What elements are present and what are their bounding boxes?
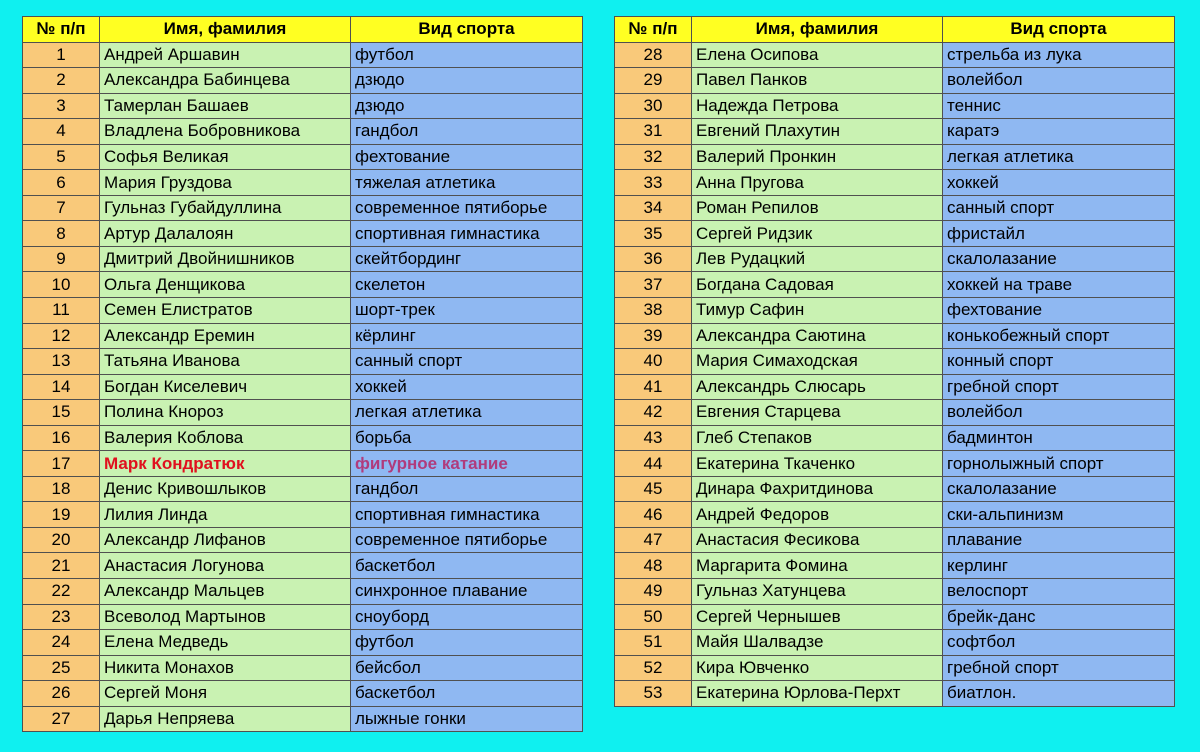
row-number: 33 [615, 170, 692, 196]
table-row [615, 553, 1175, 579]
table-row [23, 630, 583, 656]
row-number: 23 [23, 604, 100, 630]
athlete-name: Софья Великая [100, 144, 351, 170]
sport-type: горнолыжный спорт [943, 451, 1175, 477]
athlete-name: Валерий Пронкин [692, 144, 943, 170]
table-row [23, 527, 583, 553]
sport-type: стрельба из лука [943, 42, 1175, 68]
table-row [615, 630, 1175, 656]
table-row [23, 93, 583, 119]
athlete-name: Денис Кривошлыков [100, 476, 351, 502]
athlete-name: Артур Далалоян [100, 221, 351, 247]
table-row [23, 425, 583, 451]
athlete-name: Екатерина Юрлова-Перхт [692, 681, 943, 707]
row-number: 24 [23, 630, 100, 656]
row-number: 17 [23, 451, 100, 477]
table-row [615, 655, 1175, 681]
athlete-name: Тимур Сафин [692, 298, 943, 324]
sport-type: хоккей на траве [943, 272, 1175, 298]
sport-type: каратэ [943, 119, 1175, 145]
athlete-name: Евгений Плахутин [692, 119, 943, 145]
row-number: 20 [23, 527, 100, 553]
athlete-name: Елена Медведь [100, 630, 351, 656]
sport-type: гребной спорт [943, 655, 1175, 681]
table-row [615, 298, 1175, 324]
sport-type: скейтбординг [351, 246, 583, 272]
row-number: 41 [615, 374, 692, 400]
row-number: 7 [23, 195, 100, 221]
table-row [23, 400, 583, 426]
athlete-name: Полина Кнороз [100, 400, 351, 426]
sport-type: брейк-данс [943, 604, 1175, 630]
athlete-name: Мария Симаходская [692, 349, 943, 375]
table-row [23, 655, 583, 681]
row-number: 3 [23, 93, 100, 119]
row-number: 52 [615, 655, 692, 681]
athlete-name: Андрей Федоров [692, 502, 943, 528]
row-number: 9 [23, 246, 100, 272]
table-row [23, 144, 583, 170]
athlete-name: Роман Репилов [692, 195, 943, 221]
athlete-name: Динара Фахритдинова [692, 476, 943, 502]
row-number: 27 [23, 706, 100, 732]
sport-type: баскетбол [351, 681, 583, 707]
athlete-name: Александр Мальцев [100, 579, 351, 605]
row-number: 31 [615, 119, 692, 145]
athlete-name: Владлена Бобровникова [100, 119, 351, 145]
row-number: 6 [23, 170, 100, 196]
table-row [615, 221, 1175, 247]
row-number: 40 [615, 349, 692, 375]
athlete-name: Богдан Киселевич [100, 374, 351, 400]
athlete-name: Майя Шалвадзе [692, 630, 943, 656]
athlete-name: Евгения Старцева [692, 400, 943, 426]
table-row [615, 93, 1175, 119]
row-number: 16 [23, 425, 100, 451]
athlete-name: Анастасия Фесикова [692, 527, 943, 553]
sport-type: хоккей [351, 374, 583, 400]
sport-type: ски-альпинизм [943, 502, 1175, 528]
table-row [615, 42, 1175, 68]
athletes-table-right [614, 16, 1175, 707]
athlete-name: Сергей Чернышев [692, 604, 943, 630]
sport-type: сноуборд [351, 604, 583, 630]
athlete-name: Дмитрий Двойнишников [100, 246, 351, 272]
row-number: 18 [23, 476, 100, 502]
sport-type: бейсбол [351, 655, 583, 681]
table-row [615, 68, 1175, 94]
table-row [23, 604, 583, 630]
row-number: 2 [23, 68, 100, 94]
table-row [23, 451, 583, 477]
table-row [23, 68, 583, 94]
sport-type: конный спорт [943, 349, 1175, 375]
table-row [615, 374, 1175, 400]
athlete-name: Александрь Слюсарь [692, 374, 943, 400]
athlete-name: Андрей Аршавин [100, 42, 351, 68]
table-row [23, 119, 583, 145]
sport-type: фристайл [943, 221, 1175, 247]
row-number: 15 [23, 400, 100, 426]
row-number: 45 [615, 476, 692, 502]
sport-type: легкая атлетика [351, 400, 583, 426]
athlete-name: Богдана Садовая [692, 272, 943, 298]
sport-type: конькобежный спорт [943, 323, 1175, 349]
athlete-name: Марк Кондратюк [100, 451, 351, 477]
row-number: 37 [615, 272, 692, 298]
sport-type: гребной спорт [943, 374, 1175, 400]
table-row [23, 553, 583, 579]
row-number: 34 [615, 195, 692, 221]
athlete-name: Александр Еремин [100, 323, 351, 349]
row-number: 48 [615, 553, 692, 579]
row-number: 8 [23, 221, 100, 247]
table-row [23, 476, 583, 502]
table-row [23, 323, 583, 349]
row-number: 14 [23, 374, 100, 400]
row-number: 22 [23, 579, 100, 605]
sport-type: футбол [351, 42, 583, 68]
table-row [615, 323, 1175, 349]
sport-type: кёрлинг [351, 323, 583, 349]
sport-type: современное пятиборье [351, 195, 583, 221]
header-name: Имя, фамилия [100, 17, 351, 43]
row-number: 51 [615, 630, 692, 656]
header-sport: Вид спорта [943, 17, 1175, 43]
sport-type: современное пятиборье [351, 527, 583, 553]
row-number: 38 [615, 298, 692, 324]
sport-type: теннис [943, 93, 1175, 119]
header-row [615, 17, 1175, 43]
row-number: 46 [615, 502, 692, 528]
sport-type: скелетон [351, 272, 583, 298]
table-row [615, 349, 1175, 375]
sport-type: софтбол [943, 630, 1175, 656]
sport-type: дзюдо [351, 93, 583, 119]
row-number: 43 [615, 425, 692, 451]
left-table-body [23, 42, 583, 732]
table-row [23, 502, 583, 528]
sport-type: спортивная гимнастика [351, 221, 583, 247]
table-row [615, 246, 1175, 272]
row-number: 29 [615, 68, 692, 94]
sport-type: керлинг [943, 553, 1175, 579]
table-row [23, 706, 583, 732]
athlete-name: Лилия Линда [100, 502, 351, 528]
sport-type: синхронное плавание [351, 579, 583, 605]
athlete-name: Анна Пругова [692, 170, 943, 196]
sport-type: дзюдо [351, 68, 583, 94]
sport-type: фехтование [943, 298, 1175, 324]
athlete-name: Мария Груздова [100, 170, 351, 196]
table-row [23, 170, 583, 196]
row-number: 26 [23, 681, 100, 707]
table-row [23, 298, 583, 324]
row-number: 44 [615, 451, 692, 477]
right-table-body [615, 42, 1175, 706]
athlete-name: Никита Монахов [100, 655, 351, 681]
athlete-name: Маргарита Фомина [692, 553, 943, 579]
athlete-name: Александра Бабинцева [100, 68, 351, 94]
row-number: 39 [615, 323, 692, 349]
sport-type: санный спорт [351, 349, 583, 375]
sport-type: велоспорт [943, 579, 1175, 605]
table-row [23, 681, 583, 707]
table-row [615, 681, 1175, 707]
table-row [615, 604, 1175, 630]
athlete-name: Екатерина Ткаченко [692, 451, 943, 477]
sport-type: волейбол [943, 400, 1175, 426]
row-number: 10 [23, 272, 100, 298]
table-row [23, 221, 583, 247]
sport-type: тяжелая атлетика [351, 170, 583, 196]
table-row [615, 527, 1175, 553]
row-number: 25 [23, 655, 100, 681]
row-number: 49 [615, 579, 692, 605]
header-num: № п/п [23, 17, 100, 43]
row-number: 35 [615, 221, 692, 247]
sport-type: скалолазание [943, 476, 1175, 502]
sport-type: баскетбол [351, 553, 583, 579]
athlete-name: Кира Ювченко [692, 655, 943, 681]
row-number: 32 [615, 144, 692, 170]
sport-type: легкая атлетика [943, 144, 1175, 170]
row-number: 1 [23, 42, 100, 68]
table-row [615, 476, 1175, 502]
row-number: 50 [615, 604, 692, 630]
sport-type: санный спорт [943, 195, 1175, 221]
row-number: 36 [615, 246, 692, 272]
sport-type: плавание [943, 527, 1175, 553]
athlete-name: Лев Рудацкий [692, 246, 943, 272]
sport-type: лыжные гонки [351, 706, 583, 732]
sport-type: гандбол [351, 119, 583, 145]
sport-type: фехтование [351, 144, 583, 170]
row-number: 12 [23, 323, 100, 349]
athlete-name: Всеволод Мартынов [100, 604, 351, 630]
athlete-name: Гульназ Губайдуллина [100, 195, 351, 221]
athlete-name: Александр Лифанов [100, 527, 351, 553]
sport-type: скалолазание [943, 246, 1175, 272]
table-row [23, 349, 583, 375]
row-number: 47 [615, 527, 692, 553]
table-row [23, 195, 583, 221]
table-row [615, 451, 1175, 477]
table-row [615, 579, 1175, 605]
table-row [23, 579, 583, 605]
athlete-name: Ольга Денщикова [100, 272, 351, 298]
table-row [615, 272, 1175, 298]
row-number: 4 [23, 119, 100, 145]
athlete-name: Александра Саютина [692, 323, 943, 349]
table-row [615, 425, 1175, 451]
athlete-name: Надежда Петрова [692, 93, 943, 119]
sport-type: фигурное катание [351, 451, 583, 477]
sport-type: хоккей [943, 170, 1175, 196]
table-row [615, 195, 1175, 221]
athlete-name: Гульназ Хатунцева [692, 579, 943, 605]
row-number: 30 [615, 93, 692, 119]
row-number: 53 [615, 681, 692, 707]
sport-type: спортивная гимнастика [351, 502, 583, 528]
athlete-name: Павел Панков [692, 68, 943, 94]
header-num: № п/п [615, 17, 692, 43]
table-row [615, 170, 1175, 196]
row-number: 11 [23, 298, 100, 324]
sport-type: волейбол [943, 68, 1175, 94]
athletes-table-left [22, 16, 583, 732]
athlete-name: Тамерлан Башаев [100, 93, 351, 119]
header-row [23, 17, 583, 43]
table-row [23, 272, 583, 298]
row-number: 42 [615, 400, 692, 426]
row-number: 13 [23, 349, 100, 375]
athlete-name: Глеб Степаков [692, 425, 943, 451]
sport-type: биатлон. [943, 681, 1175, 707]
table-row [615, 119, 1175, 145]
athlete-name: Татьяна Иванова [100, 349, 351, 375]
table-row [23, 374, 583, 400]
sport-type: борьба [351, 425, 583, 451]
athlete-name: Дарья Непряева [100, 706, 351, 732]
row-number: 19 [23, 502, 100, 528]
athlete-name: Анастасия Логунова [100, 553, 351, 579]
row-number: 21 [23, 553, 100, 579]
athlete-name: Валерия Коблова [100, 425, 351, 451]
sport-type: футбол [351, 630, 583, 656]
row-number: 5 [23, 144, 100, 170]
athlete-name: Елена Осипова [692, 42, 943, 68]
sport-type: гандбол [351, 476, 583, 502]
header-sport: Вид спорта [351, 17, 583, 43]
table-row [615, 144, 1175, 170]
table-row [23, 42, 583, 68]
row-number: 28 [615, 42, 692, 68]
header-name: Имя, фамилия [692, 17, 943, 43]
sport-type: шорт-трек [351, 298, 583, 324]
athlete-name: Сергей Ридзик [692, 221, 943, 247]
table-row [615, 400, 1175, 426]
sport-type: бадминтон [943, 425, 1175, 451]
table-row [23, 246, 583, 272]
athlete-name: Сергей Моня [100, 681, 351, 707]
table-row [615, 502, 1175, 528]
athlete-name: Семен Елистратов [100, 298, 351, 324]
